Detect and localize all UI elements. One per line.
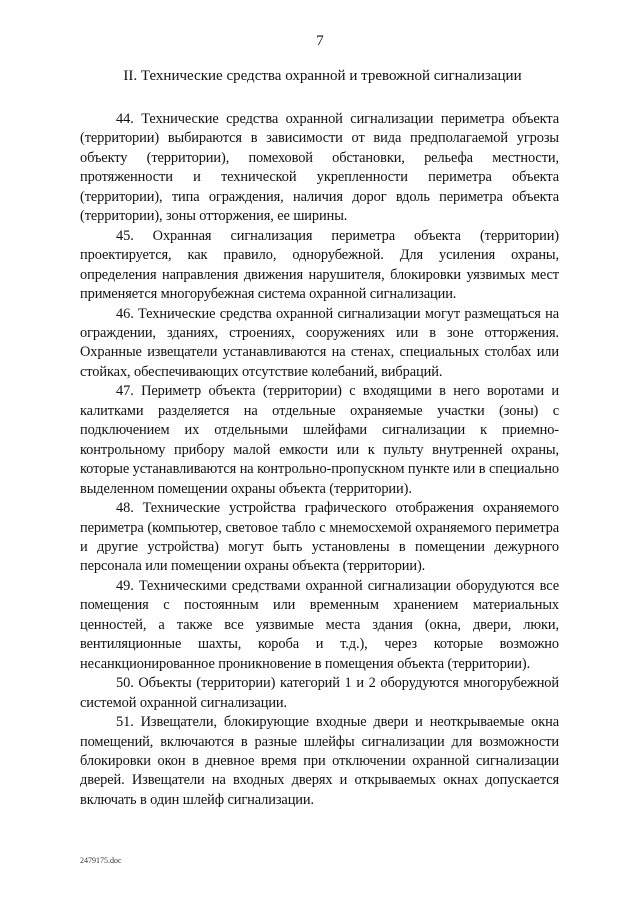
section-heading: II. Технические средства охранной и тревожной сигнализации — [123, 68, 522, 84]
paragraph-46: 46. Технические средства охранной сигнализации могут размещаться на ограждении, зданиях, строениях, сооружениях или в зоне отторжения. Охранные извещатели устанавливаются на стенах, специальных столбах или стойках, обеспечивающих отсутствие колебаний, вибраций. — [80, 305, 559, 380]
footer-filename: 2479175.doc — [80, 856, 122, 865]
document-body — [80, 110, 559, 810]
page-number: 7 — [316, 33, 324, 49]
paragraph-50: 50. Объекты (территории) категорий 1 и 2 оборудуются многорубежной системой охранной сигнализации. — [80, 675, 559, 711]
paragraph-51: 51. Извещатели, блокирующие входные двери и неоткрываемые окна помещений, включаются в разные шлейфы сигнализации для возможности блокировки окон в дневное время при отключении охранной сигнализации дверей. Извещатели на входных дверях и открываемых окнах допускается включать в один шлейф сигнализации. — [80, 714, 559, 808]
paragraph-47: 47. Периметр объекта (территории) с входящими в него воротами и калитками разделяется на отдельные охраняемые участки (зоны) с подключением их отдельными шлейфами сигнализации к приемно-контрольному прибору малой емкости или к пульту внутренней охраны, которые устанавливаются на контрольно-пропускном пункте или в специально выделенном помещении охраны объекта (территории). — [80, 383, 559, 497]
paragraph-49: 49. Техническими средствами охранной сигнализации оборудуются все помещения с постоянным или временным хранением материальных ценностей, а также все уязвимые места здания (окна, двери, люки, вентиляционные шахты, короба и т.д.), через которые возможно несанкционированное проникновение в помещения объекта (территории). — [80, 577, 559, 672]
paragraph-45: 45. Охранная сигнализация периметра объекта (территории) проектируется, как правило, однорубежной. Для усиления охраны, определения направления движения нарушителя, блокировки уязвимых мест применяется многорубежная система охранной сигнализации. — [80, 227, 559, 303]
paragraph-44: 44. Технические средства охранной сигнализации периметра объекта (территории) выбираются в зависимости от вида предполагаемой угрозы объекту (территории), помеховой обстановки, рельефа местности, протяженности и технической укрепленности периметра объекта (территории), типа ограждения, наличия дорог вдоль периметра объекта (территории), зоны отторжения, ее ширины. — [80, 111, 559, 225]
paragraph-48: 48. Технические устройства графического отображения охраняемого периметра (компьютер, световое табло с мнемосхемой охраняемого периметра и другие устройства) могут быть установлены в помещении дежурного персонала или помещении охраны объекта (территории). — [80, 500, 559, 575]
